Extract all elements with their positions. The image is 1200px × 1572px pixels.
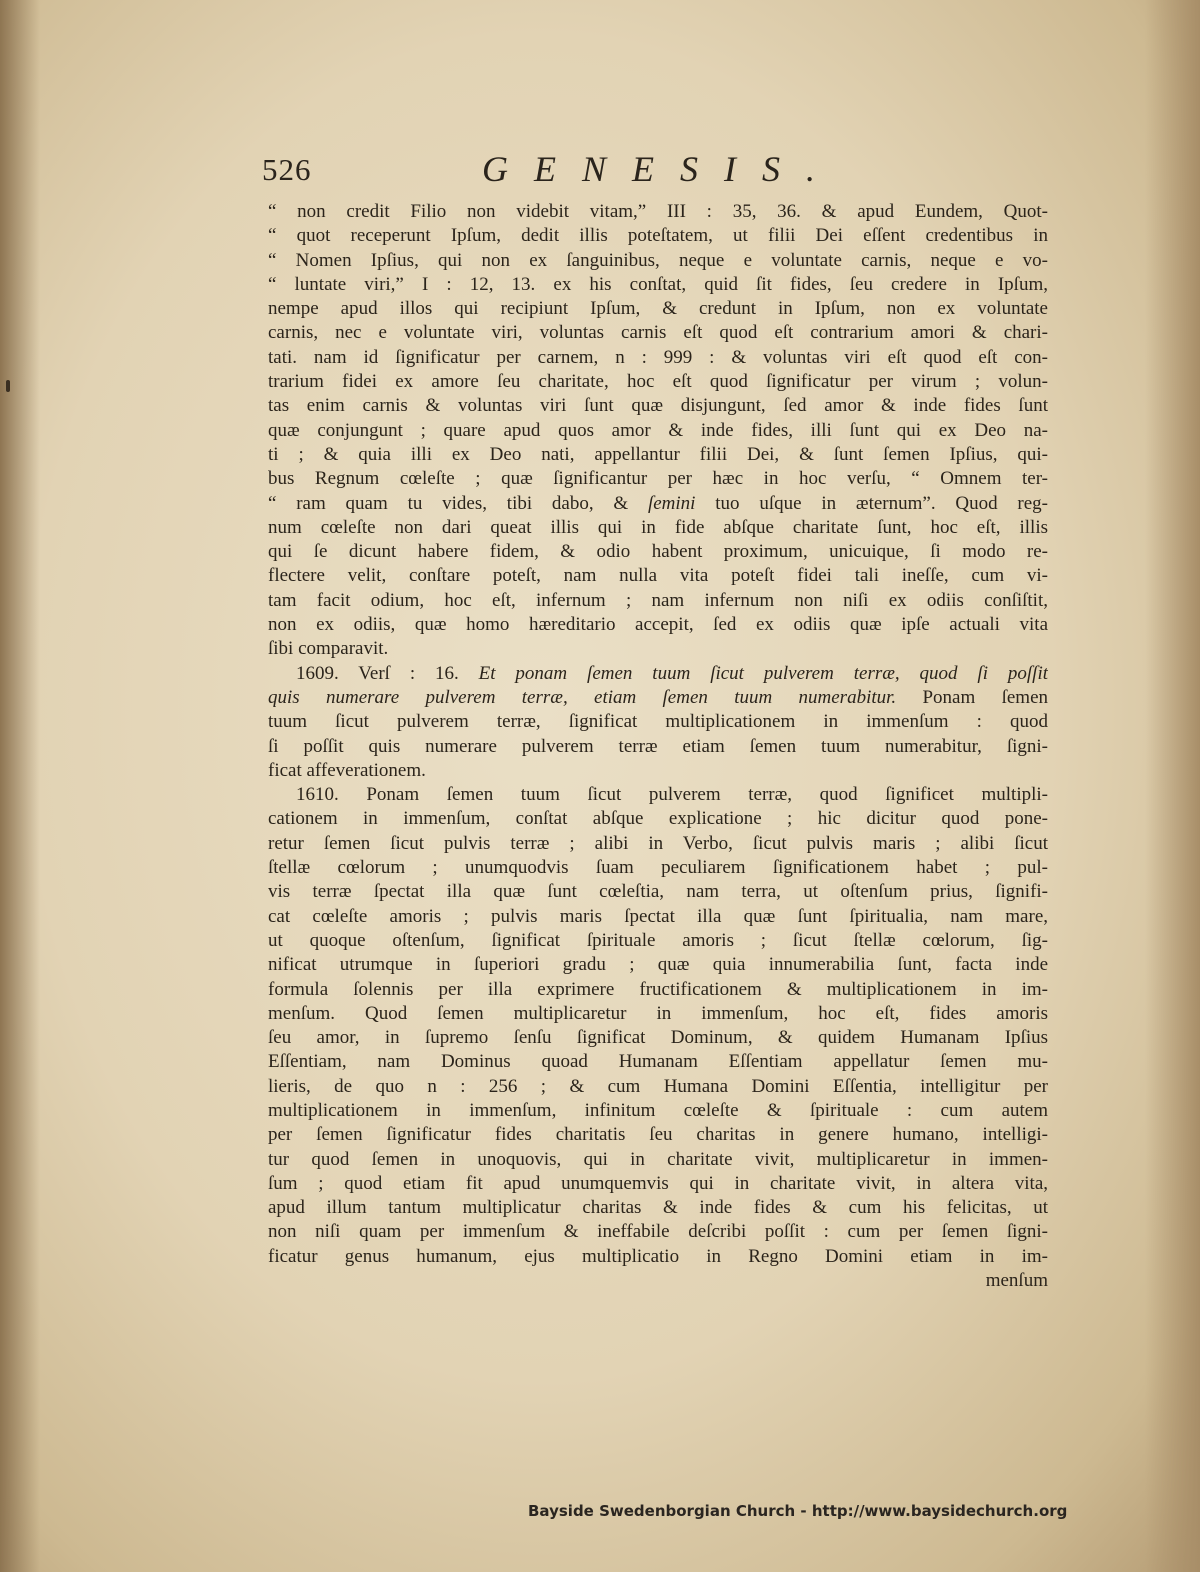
text-segment: tuo uſque in æternum”. Quod reg- xyxy=(695,492,1048,514)
text-segment: “ ram quam tu vides, tibi dabo, & xyxy=(268,492,648,514)
text-line: “ quot receperunt Ipſum, dedit illis poteſtatem, ut filii Dei eſſent credentibus in xyxy=(268,225,1048,247)
text-line: ti ; & quia illi ex Deo nati, appellantur filii Dei, & ſunt ſemen Ipſius, qui- xyxy=(268,443,1048,465)
page-header xyxy=(262,148,1052,198)
body-text xyxy=(268,200,1048,1293)
text-line: tam facit odium, hoc eſt, infernum ; nam infernum non niſi ex odiis conſiſtit, xyxy=(268,589,1048,611)
margin-mark xyxy=(6,380,10,392)
text-line: tuum ſicut pulverem terræ, ſignificat multiplicationem in immenſum : quod xyxy=(268,711,1048,733)
text-line: ſeu amor, in ſupremo ſenſu ſignificat Dominum, & quidem Humanam Ipſius xyxy=(268,1027,1048,1049)
text-line: apud illum tantum multiplicatur charitas & inde fides & cum his felicitas, ut xyxy=(268,1197,1048,1219)
text-line: “ non credit Filio non videbit vitam,” III : 35, 36. & apud Eundem, Quot- xyxy=(268,201,1048,222)
text-line: ſi poſſit quis numerare pulverem terræ etiam ſemen tuum numerabitur, ſigni- xyxy=(268,735,1048,757)
text-line: formula ſolennis per illa exprimere fructificationem & multiplicationem in im- xyxy=(268,978,1048,1000)
text-line-with-italic xyxy=(268,662,1048,686)
text-line: lieris, de quo n : 256 ; & cum Humana Domini Eſſentia, intelligitur per xyxy=(268,1075,1048,1097)
text-line: “ luntate viri,” I : 12, 13. ex his conſtat, quid ſit fides, ſeu credere in Ipſum, xyxy=(268,273,1048,295)
text-line: cat cœleſte amoris ; pulvis maris ſpectat illa quæ ſunt ſpiritualia, nam mare, xyxy=(268,905,1048,927)
text-line: retur ſemen ſicut pulvis terræ ; alibi in Verbo, ſicut pulvis maris ; alibi ſicut xyxy=(268,832,1048,854)
binding-shadow xyxy=(0,0,40,1572)
text-line: non niſi quam per immenſum & ineffabile deſcribi poſſit : cum per ſemen ſigni- xyxy=(268,1221,1048,1243)
text-line: “ Nomen Ipſius, qui non ex ſanguinibus, neque e voluntate carnis, neque e vo- xyxy=(268,249,1048,271)
text-line: nificat utrumque in ſuperiori gradu ; quæ quia innumerabilia ſunt, facta inde xyxy=(268,954,1048,976)
text-line: ut quoque oſtenſum, ſignificat ſpirituale amoris ; ſicut ſtellæ cœlorum, ſig- xyxy=(268,929,1048,951)
italic-verse: Et ponam ſemen tuum ſicut pulverem terræ, quod ſi poſſit xyxy=(478,662,1048,684)
text-line: tas enim carnis & voluntas viri ſunt quæ disjungunt, ſed amor & inde fides ſunt xyxy=(268,395,1048,417)
text-line: quæ conjungunt ; quare apud quos amor & inde fides, illi ſunt qui ex Deo na- xyxy=(268,419,1048,441)
text-line: tur quod ſemen in unoquovis, qui in charitate vivit, multiplicaretur in immen- xyxy=(268,1148,1048,1170)
text-line: vis terræ ſpectat illa quæ ſunt cœleſtia, nam terra, ut oſtenſum prius, ſignifi- xyxy=(268,881,1048,903)
text-line: Eſſentiam, nam Dominus quoad Humanam Eſſentiam appellatur ſemen mu- xyxy=(268,1051,1048,1073)
text-line: flectere velit, conſtare poteſt, nam nulla vita poteſt fidei tali ineſſe, cum vi- xyxy=(268,565,1048,587)
text-segment: Ponam ſemen xyxy=(896,686,1048,708)
text-line: 1610. Ponam ſemen tuum ſicut pulverem terræ, quod ſignificet multipli- xyxy=(296,784,1048,806)
text-line: ſibi comparavit. xyxy=(268,638,389,660)
page-number: 526 xyxy=(262,152,312,187)
watermark: Bayside Swedenborgian Church - http://www.baysidechurch.org xyxy=(528,1502,1068,1520)
text-line: per ſemen ſignificatur fides charitatis ſeu charitas in genere humano, intelligi- xyxy=(268,1124,1048,1146)
text-line: non ex odiis, quæ homo hæreditario accepit, ſed ex odiis quæ ipſe actuali vita xyxy=(268,614,1048,636)
text-line: ſtellæ cœlorum ; unumquodvis ſuam peculiarem ſignificationem habet ; pul- xyxy=(268,857,1048,879)
text-line: qui ſe dicunt habere fidem, & odio habent proximum, unicuique, ſi modo re- xyxy=(268,541,1048,563)
text-line-with-italic xyxy=(268,492,1048,516)
text-line-with-italic xyxy=(268,686,1048,710)
text-line: nempe apud illos qui recipiunt Ipſum, & credunt in Ipſum, non ex voluntate xyxy=(268,298,1048,320)
text-line: trarium fidei ex amore ſeu charitate, hoc eſt quod ſignificatur per virum ; volun- xyxy=(268,371,1048,393)
paragraph-number: 1609. Verſ : 16. xyxy=(296,662,479,684)
text-line: ficatur genus humanum, ejus multiplicatio in Regno Domini etiam in im- xyxy=(268,1245,1048,1267)
text-line: multiplicationem in immenſum, infinitum cœleſte & ſpirituale : cum autem xyxy=(268,1099,1048,1121)
catchword: menſum xyxy=(985,1270,1048,1292)
text-line: ficat affeverationem. xyxy=(268,759,426,781)
running-title: GENESIS. xyxy=(482,149,841,189)
text-line: carnis, nec e voluntate viri, voluntas carnis eſt quod eſt contrarium amori & chari- xyxy=(268,322,1048,344)
text-line: tati. nam id ſignificatur per carnem, n : 999 : & voluntas viri eſt quod eſt con- xyxy=(268,346,1048,368)
italic-verse: quis numerare pulverem terræ, etiam ſemen tuum numerabitur. xyxy=(268,686,897,708)
text-line: ſum ; quod etiam fit apud unumquemvis qui in charitate vivit, in altera vita, xyxy=(268,1172,1048,1194)
text-line: menſum. Quod ſemen multiplicaretur in immenſum, hoc eſt, fides amoris xyxy=(268,1002,1048,1024)
text-line: bus Regnum cœleſte ; quæ ſignificantur per hæc in hoc verſu, “ Omnem ter- xyxy=(268,468,1048,490)
italic-word: ſemini xyxy=(647,492,696,514)
text-line: num cœleſte non dari queat illis qui in fide abſque charitate ſunt, hoc eſt, illis xyxy=(268,516,1048,538)
page-edge-shadow xyxy=(1145,0,1200,1572)
text-line: cationem in immenſum, conſtat abſque explicatione ; hic dicitur quod pone- xyxy=(268,808,1048,830)
